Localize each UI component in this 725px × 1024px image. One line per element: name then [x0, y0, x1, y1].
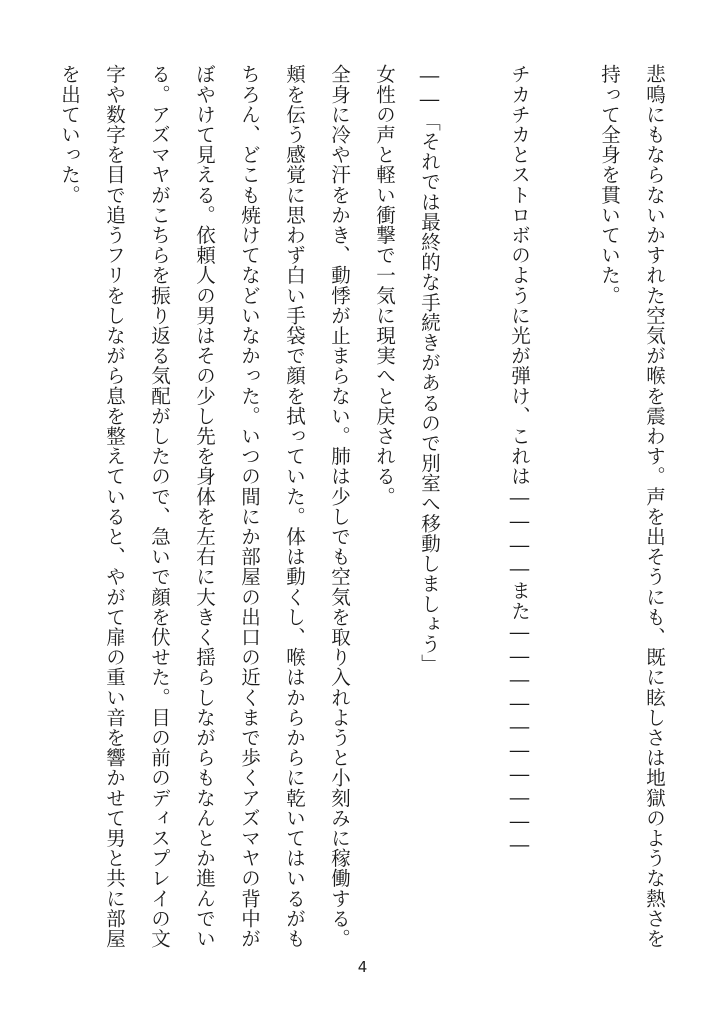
blank-line	[542, 64, 587, 964]
paragraph-4: 女性の声と軽い衝撃で一気に現実へと戻される。	[373, 64, 396, 507]
blank-line	[452, 64, 497, 964]
paragraph-3: ――「それでは最終的な手続きがあるので別室へ移動しましょう」	[418, 64, 441, 674]
vertical-text-body	[47, 64, 677, 964]
paragraph-2: チカチカとストロボのように光が弾け、これは――――また――――――――――	[508, 64, 531, 857]
paragraph-5: 全身に冷や汗をかき、動悸が止まらない。肺は少しでも空気を取り入れようと小刻みに稼働する。頬を伝う感覚に思わず白い手袋で顔を拭っていた。体は動くし、喉はからからに乾いてはいるがもちろん、どこも焼けてなどいなかった。いつの間にか部屋の出口の近くまで歩くアズマヤの背中がぼやけて見える。依頼人の男はその少し先を身体を左右に大きく揺らしながらもなんとか進んでいる。アズマヤがこちらを振り返る気配がしたので、急いで顔を伏せた。目の前のディスプレイの文字や数字を目で追うフリをしながら息を整えていると、やがて扉の重い音を響かせて男と共に部屋を出ていった。	[58, 64, 351, 949]
page-number: 4	[357, 958, 368, 976]
paragraph-1: 悲鳴にもならないかすれた空気が喉を震わす。声を出そうにも、既に眩しさは地獄のような熱さを持って全身を貫いていた。	[598, 64, 666, 949]
